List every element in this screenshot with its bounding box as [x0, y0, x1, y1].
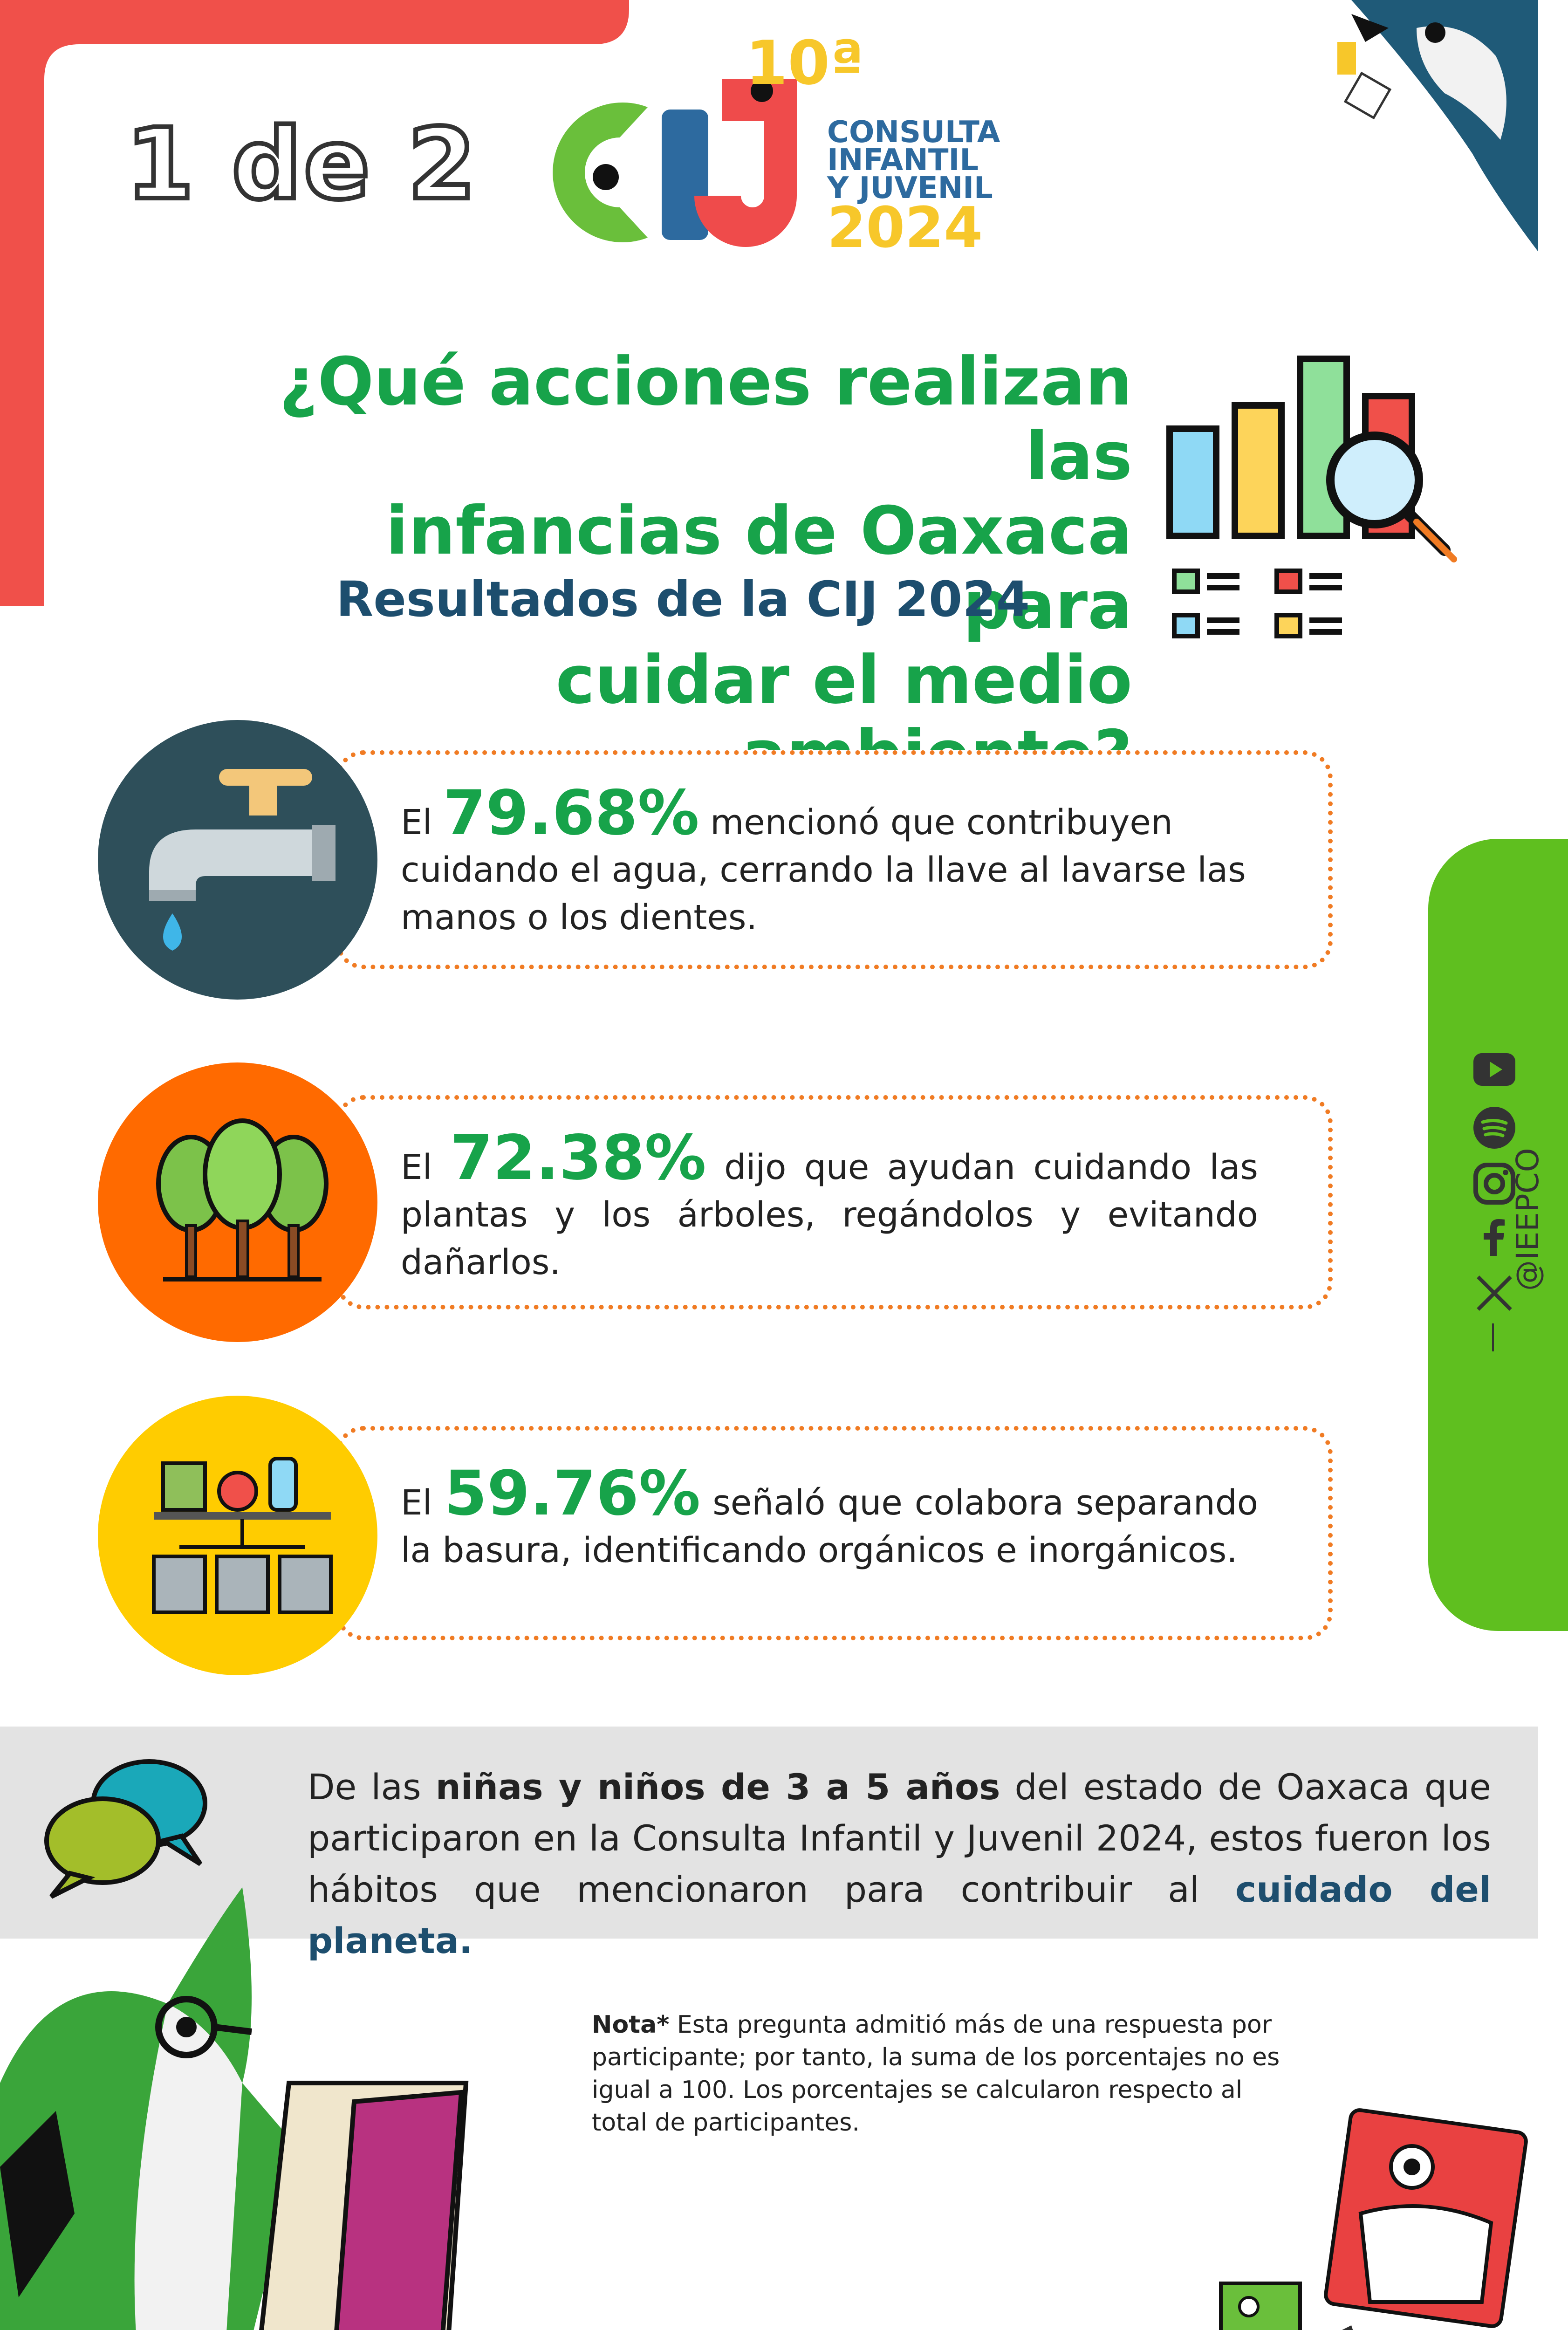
summary-part2: del estado de Oaxaca que participaron en la Consulta Infantil y Juvenil 2024, estos fueron los hábitos que mencionaron para contribuir al	[308, 1766, 1491, 1910]
logo-line1: CONSULTA	[827, 115, 1000, 150]
stat-percent: 79.68%	[443, 777, 699, 849]
x-icon[interactable]	[1473, 1272, 1515, 1314]
footnote	[592, 2008, 1300, 2139]
stat-text-water	[401, 777, 1258, 941]
logo-edition: 10ª	[746, 27, 864, 98]
spotify-icon[interactable]	[1471, 1104, 1518, 1151]
page-subtitle: Resultados de la CIJ 2024	[336, 571, 1030, 628]
title-line: infancias de Oaxaca para	[385, 493, 1132, 644]
logo-year: 2024	[827, 196, 983, 260]
youtube-icon[interactable]	[1469, 1044, 1520, 1095]
faucet-icon	[135, 760, 340, 965]
bird-reading-illustration	[0, 1887, 559, 2330]
stat-description: señaló que colabora separando la basura, identificando orgánicos e inorgánicos.	[401, 1483, 1259, 1570]
stat-prefix: El	[401, 1147, 432, 1187]
divider	[1492, 1323, 1494, 1351]
stat-percent: 72.38%	[450, 1122, 706, 1194]
trees-icon	[154, 1114, 331, 1291]
stat-percent: 59.76%	[444, 1458, 701, 1529]
stat-description: mencionó que contribuyen cuidando el agua, cerrando la llave al lavarse las manos o los dientes.	[401, 802, 1246, 938]
facebook-icon[interactable]	[1473, 1216, 1515, 1258]
monster-illustration	[1212, 2106, 1538, 2330]
title-line: cuidar el medio	[555, 642, 1132, 719]
bird-illustration-top	[1295, 0, 1538, 252]
cij-logo	[527, 28, 1058, 270]
social-panel	[1459, 853, 1529, 1426]
stat-text-plants	[401, 1122, 1258, 1286]
stat-prefix: El	[401, 802, 432, 843]
page-indicator: 1 de 2	[126, 107, 478, 221]
footnote-text: Esta pregunta admitió más de una respuesta por participante; por tanto, la suma de los porcentajes no es igual a 100. Los porcentajes se calcularon respecto al total de participantes.	[592, 2011, 1280, 2137]
stat-text-waste	[401, 1458, 1259, 1574]
speech-bubbles-icon	[37, 1752, 214, 1901]
social-handle[interactable]: @IEEPCO	[1510, 1148, 1546, 1291]
logo-line3: Y JUVENIL	[827, 171, 993, 206]
page-title	[233, 345, 1132, 792]
summary-bold: niñas y niños de 3 a 5 años	[435, 1766, 1000, 1808]
stat-prefix: El	[401, 1483, 432, 1523]
chart-magnifier-icon	[1156, 354, 1472, 662]
summary-part1: De las	[308, 1766, 421, 1808]
logo-line2: INFANTIL	[827, 143, 979, 178]
stat-description: dijo que ayudan cuidando las plantas y los árboles, regándolos y evitando dañarlos.	[401, 1147, 1258, 1282]
footnote-label: Nota*	[592, 2011, 670, 2039]
title-line: ¿Qué acciones realizan las	[279, 343, 1132, 495]
summary-highlight: cuidado del planeta.	[308, 1869, 1491, 1961]
recycling-bins-icon	[144, 1449, 340, 1626]
